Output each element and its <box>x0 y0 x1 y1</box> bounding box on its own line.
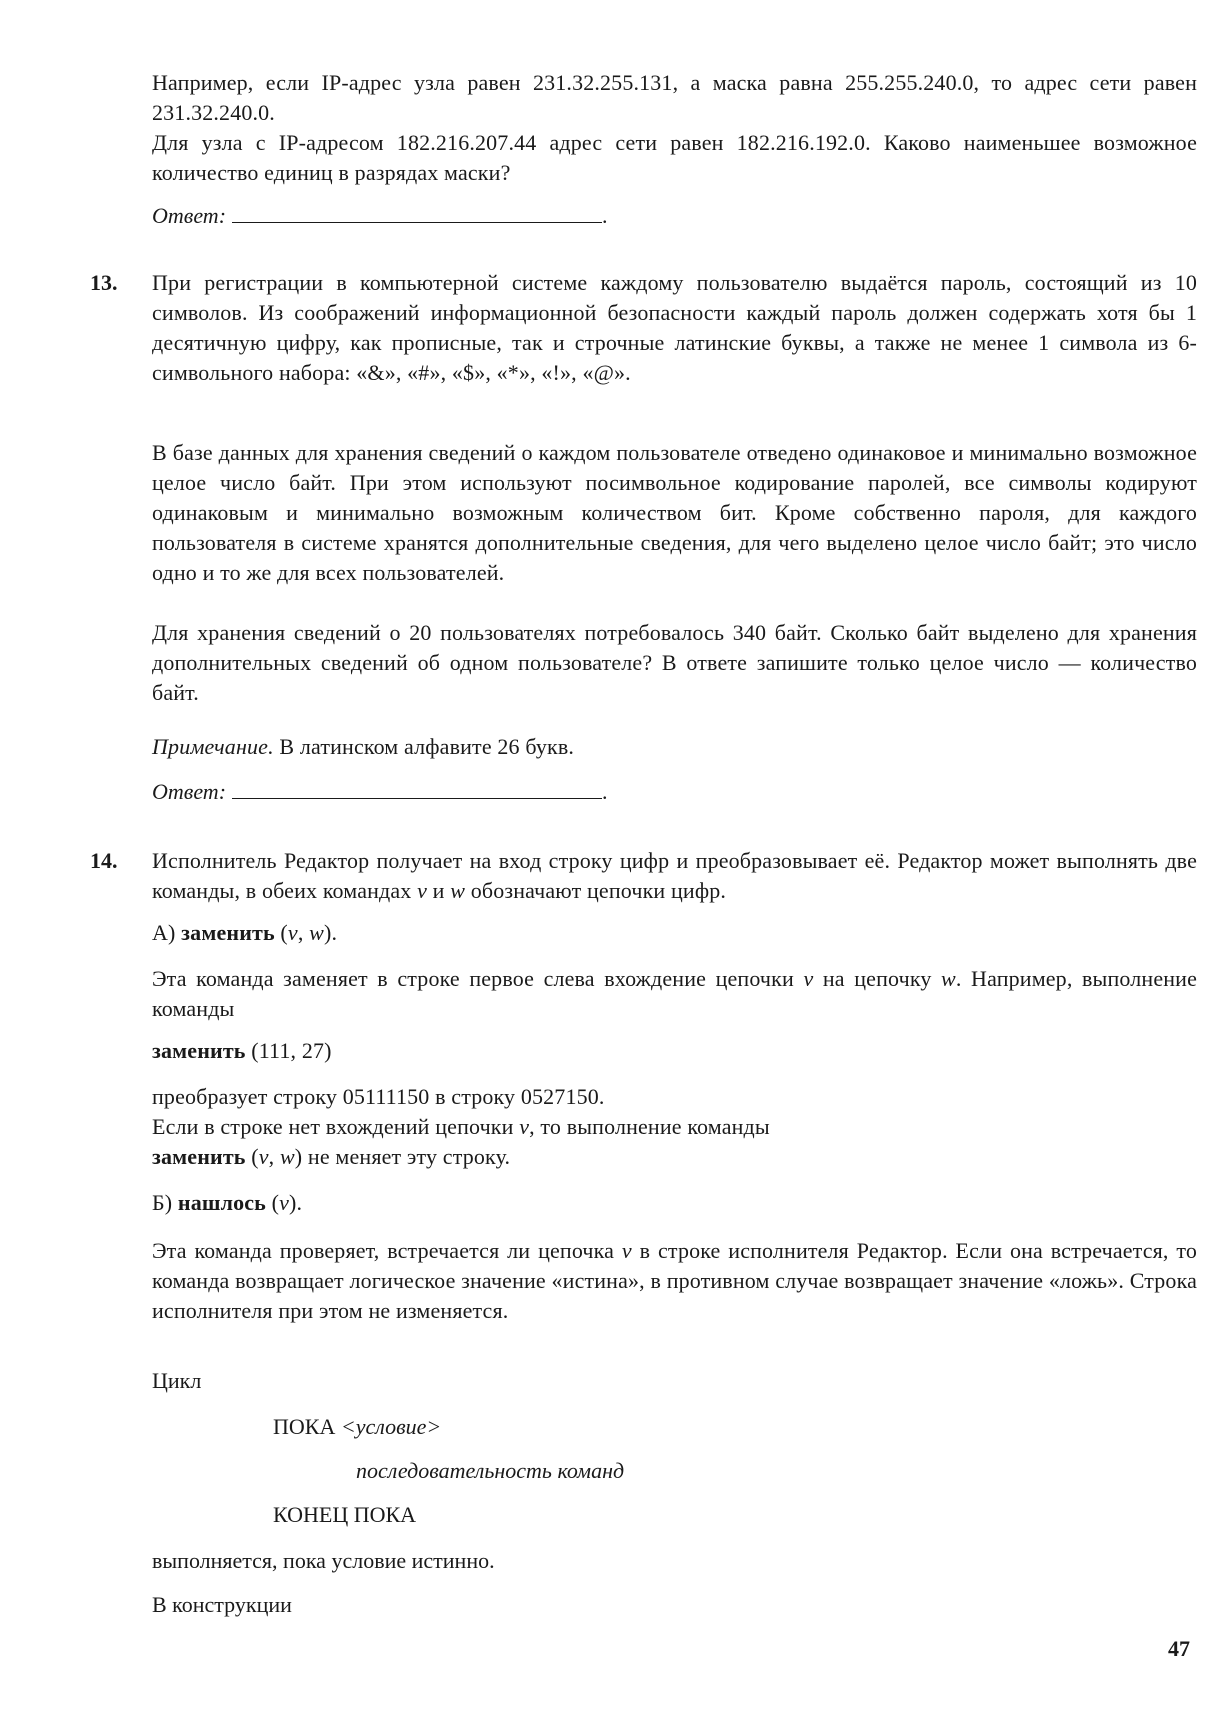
task-13-paragraph-3: Для хранения сведений о 20 пользователях потребовалось 340 байт. Сколько байт выделено для хранения дополнительных сведений об одном пользователе? В ответе запишите только целое число — количество байт. <box>152 620 1197 705</box>
command-a-description: Эта команда заменяет в строке первое слева вхождение цепочки v на цепочку w. Например, выполнение команды <box>152 966 1197 1021</box>
page-number: 47 <box>1168 1636 1190 1661</box>
command-a-no-entry-cont: заменить (v, w) не меняет эту строку. <box>152 1144 511 1169</box>
answer-line-12: Ответ: . <box>152 200 608 231</box>
intro-example: Например, если IP-адрес узла равен 231.32.255.131, а маска равна 255.255.240.0, то адрес сети равен 231.32.240.0. <box>152 70 1197 125</box>
answer-blank[interactable] <box>232 776 602 799</box>
loop-while: ПОКА <условие> <box>273 1414 442 1439</box>
loop-body: последовательность команд <box>356 1458 625 1483</box>
task-13-paragraph-1: При регистрации в компьютерной системе каждому пользователю выдаётся пароль, состоящий из 10 символов. Из соображений информационной безопасности каждый пароль должен содержать хотя бы 1 десятичную цифру, как прописные, так и строчные латинские буквы, а также не менее 1 символа из 6-символьного набора: «&», «#», «$», «*», «!», «@». <box>152 270 1197 385</box>
command-b-description: Эта команда проверяет, встречается ли цепочка v в строке исполнителя Редактор. Если она встречается, то команда возвращает логическое значение «истина», в противном случае возвращает значение «ложь». Строка исполнителя при этом не изменяется. <box>152 1238 1197 1323</box>
loop-end: КОНЕЦ ПОКА <box>273 1502 417 1527</box>
answer-blank[interactable] <box>232 200 602 223</box>
answer-label: Ответ: <box>152 779 227 804</box>
task-14-intro: Исполнитель Редактор получает на вход строку цифр и преобразовывает её. Редактор может выполнять две команды, в обеих командах v и w обозначают цепочки цифр. <box>152 848 1197 903</box>
loop-label: Цикл <box>152 1368 202 1393</box>
construct-text: В конструкции <box>152 1592 292 1617</box>
answer-line-13: Ответ: . <box>152 776 608 807</box>
command-a-example-result: преобразует строку 05111150 в строку 0527150. <box>152 1084 605 1109</box>
note-label: Примечание. <box>152 734 274 759</box>
command-a-example: заменить (111, 27) <box>152 1038 332 1063</box>
loop-description: выполняется, пока условие истинно. <box>152 1548 495 1573</box>
command-a-no-entry: Если в строке нет вхождений цепочки v, то выполнение команды <box>152 1114 770 1139</box>
command-a-heading: А) заменить (v, w). <box>152 920 338 945</box>
task-14-number: 14. <box>90 848 118 873</box>
task-13-paragraph-2: В базе данных для хранения сведений о каждом пользователе отведено одинаковое и минимально возможное целое число байт. При этом используют посимвольное кодирование паролей, все символы кодируют одинаковым и минимально возможным количеством бит. Кроме собственно пароля, для каждого пользователя в системе хранятся дополнительные сведения, для чего выделено целое число байт; это число одно и то же для всех пользователей. <box>152 440 1197 585</box>
task-13-number: 13. <box>90 270 118 295</box>
command-b-heading: Б) нашлось (v). <box>152 1190 303 1215</box>
intro-task: Для узла с IP-адресом 182.216.207.44 адрес сети равен 182.216.192.0. Каково наименьшее возможное количество единиц в разрядах маски? <box>152 130 1197 185</box>
task-13-note: Примечание. В латинском алфавите 26 букв. <box>152 734 575 759</box>
answer-label: Ответ: <box>152 203 227 228</box>
